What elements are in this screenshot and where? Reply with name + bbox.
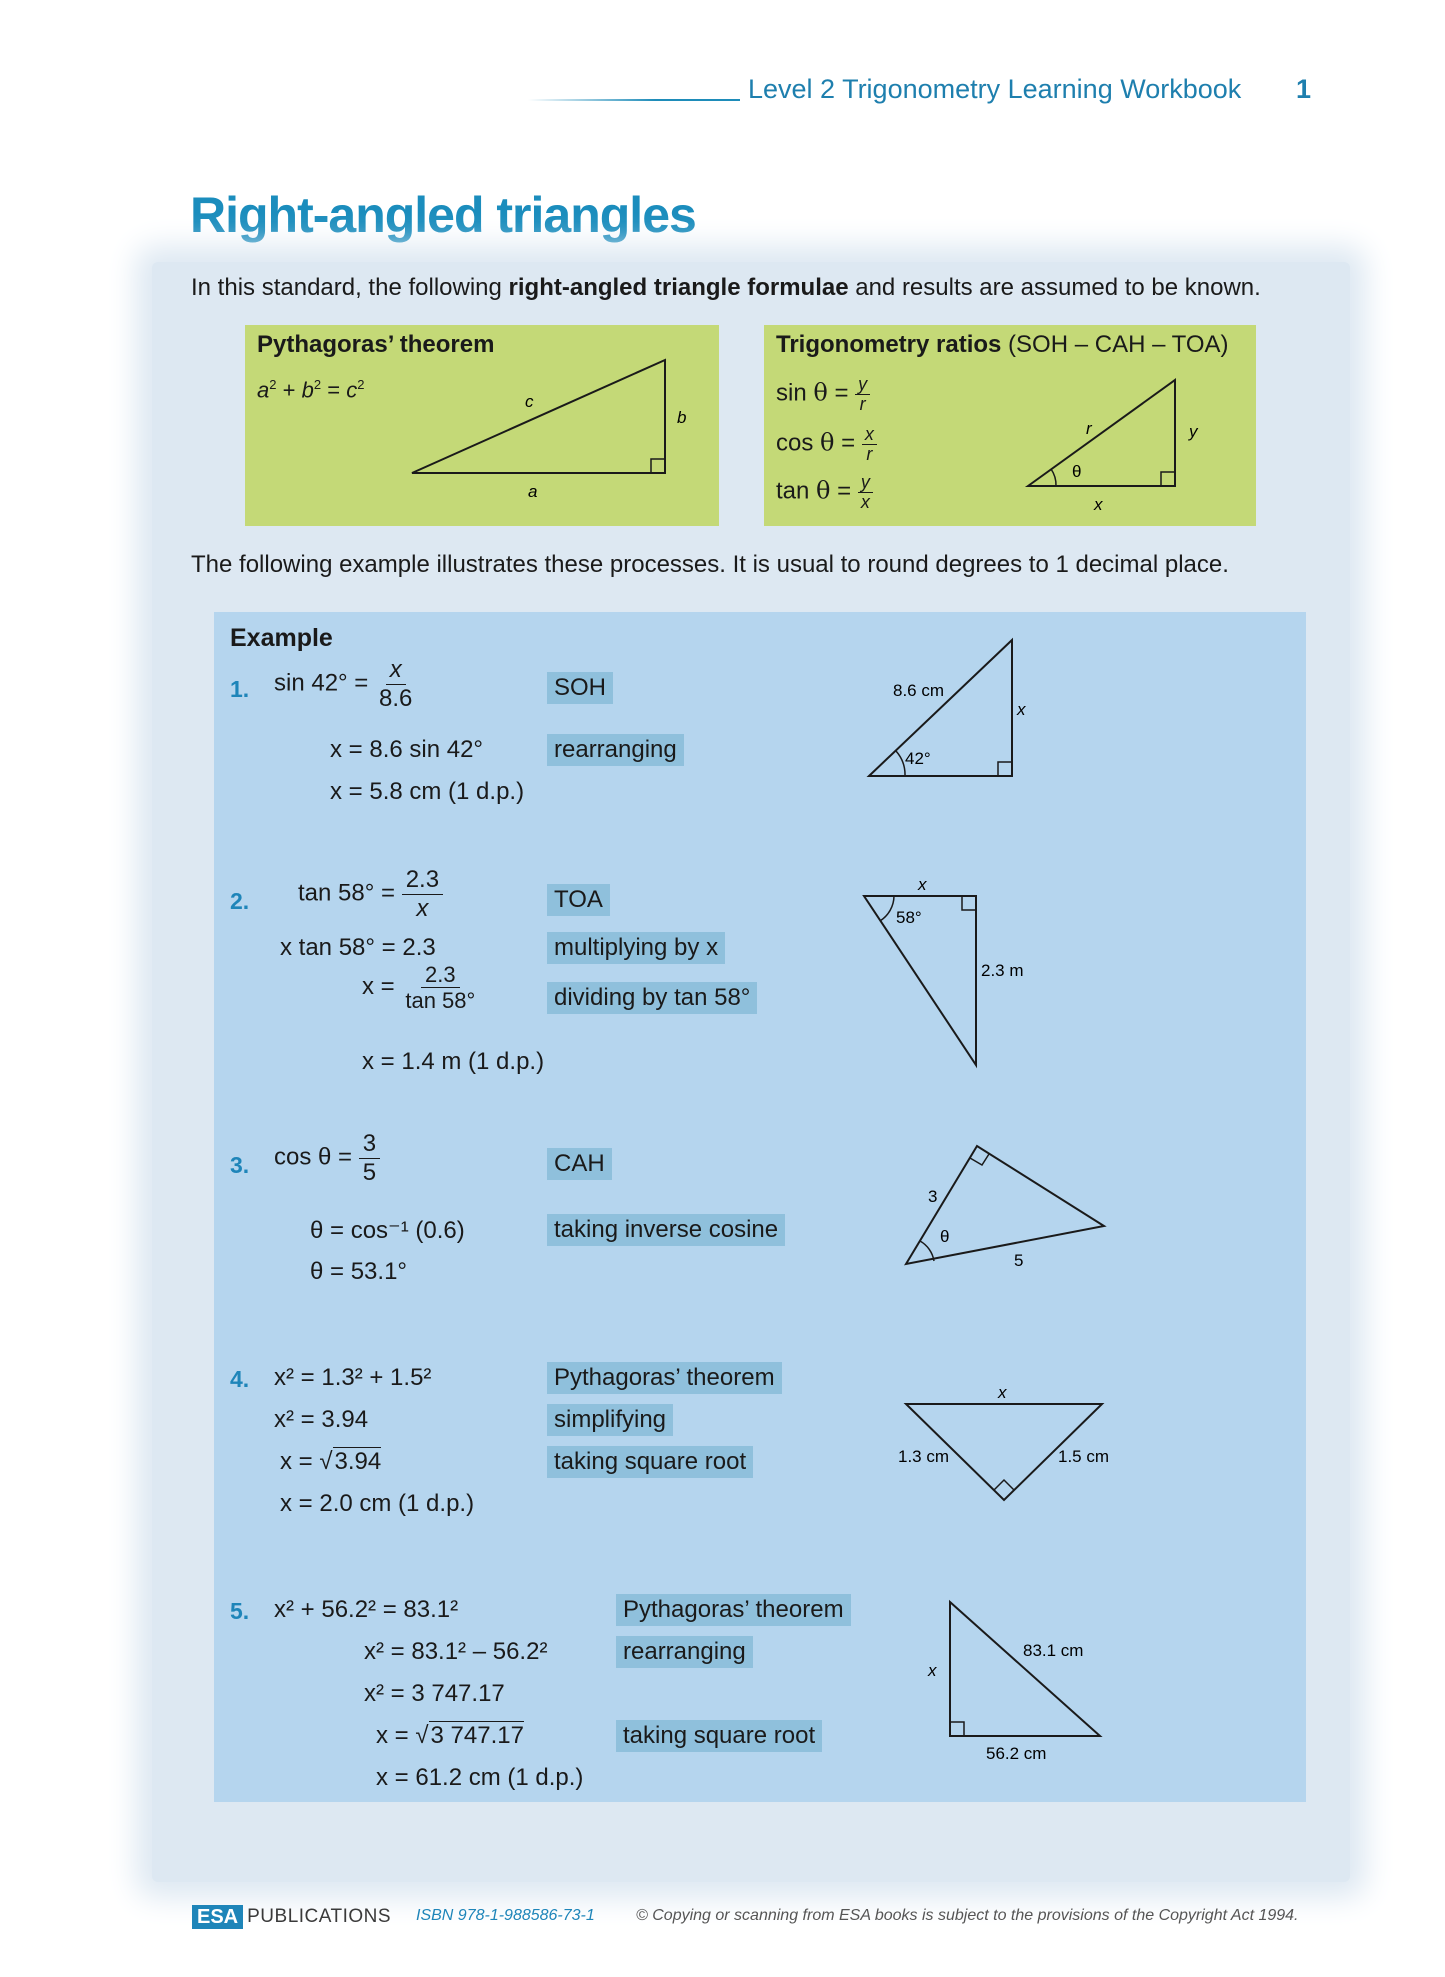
trig-ratios-box (764, 325, 1256, 526)
ex1-triangle (860, 636, 1060, 786)
sqrt-sign: √ (319, 1448, 333, 1475)
ex4-l3-left: x = (280, 1448, 313, 1475)
right-angle-mark (998, 762, 1012, 776)
ex1-line1 (274, 656, 416, 712)
var-a: a (257, 377, 270, 403)
ex1-fraction (375, 656, 416, 712)
ex1-opp-label: x (1017, 700, 1026, 719)
example-label: Example (230, 624, 333, 652)
sin-func: sin (776, 379, 807, 407)
sq: 2 (357, 377, 365, 392)
ex3-adj-label: 3 (928, 1187, 938, 1206)
trig-subtitle: (SOH – CAH – TOA) (1008, 331, 1229, 358)
example-4-number: 4. (230, 1366, 250, 1392)
ex2-fraction2 (401, 962, 479, 1014)
eq: = (834, 379, 849, 407)
label-b: b (677, 408, 687, 427)
example-2-number: 2. (230, 888, 250, 914)
ex2-l3-left: x = (362, 973, 395, 1001)
pythagoras-triangle (245, 325, 719, 526)
ex4-right-label: 1.5 cm (1058, 1447, 1110, 1466)
ex3-triangle (890, 1140, 1110, 1280)
angle-arc (920, 1241, 934, 1261)
ex4-line2: x² = 3.94 (274, 1406, 369, 1433)
ex2-top-label: x (918, 875, 927, 894)
trig-triangle (764, 325, 1256, 526)
ex5-line1: x² + 56.2² = 83.1² (274, 1596, 459, 1623)
sq: 2 (313, 377, 322, 392)
ex2-tag-dividing: dividing by tan 58° (547, 982, 757, 1014)
ex1-l1-left: sin 42° = (274, 669, 369, 697)
sin-den: r (859, 393, 866, 414)
ex4-top-label: x (998, 1383, 1007, 1402)
explanation-text: The following example illustrates these processes. It is usual to round degrees to 1 decimal place. (191, 551, 1229, 578)
ex2-l3-den: tan 58° (405, 988, 476, 1014)
right-angle-mark (1161, 472, 1175, 486)
ex5-triangle (920, 1592, 1120, 1772)
ex2-den: x (416, 894, 429, 922)
right-angle-mark (651, 459, 665, 473)
right-angle-mark (994, 1480, 1014, 1490)
ex5-base-label: 56.2 cm (986, 1744, 1047, 1763)
workbook-title: Level 2 Trigonometry Learning Workbook (748, 74, 1242, 104)
label-r: r (1086, 419, 1092, 438)
right-angle-mark (962, 896, 976, 910)
ex5-hyp-label: 83.1 cm (1023, 1641, 1084, 1660)
label-y: y (1189, 422, 1198, 441)
ex3-tag-cah: CAH (547, 1148, 612, 1180)
publisher-name: PUBLICATIONS (247, 1906, 392, 1927)
intro-bold: right-angled triangle formulae (508, 274, 849, 301)
ex3-fraction (359, 1130, 380, 1186)
ex4-sqrt-value: 3.94 (334, 1448, 382, 1475)
ex3-den: 5 (362, 1158, 377, 1186)
theta: θ (820, 428, 835, 457)
ex2-triangle (852, 872, 1024, 1072)
ex2-line3 (362, 962, 479, 1014)
ex2-line1 (298, 866, 443, 922)
ex5-sqrt-value: 3 747.17 (430, 1722, 524, 1749)
ex3-hyp-label: 5 (1014, 1251, 1024, 1270)
pythagoras-box (245, 325, 719, 526)
var-c: c (346, 377, 358, 403)
tan-func: tan (776, 477, 810, 505)
theta: θ (813, 378, 828, 407)
angle-arc (880, 896, 894, 921)
ex5-tag-sqrt: taking square root (616, 1720, 822, 1752)
ex3-line3: θ = 53.1° (310, 1258, 408, 1285)
sqrt-sign: √ (415, 1722, 429, 1749)
sin-num: y (855, 375, 870, 395)
ex2-fraction (402, 866, 443, 922)
ex4-left-label: 1.3 cm (898, 1447, 950, 1466)
intro-after: and results are assumed to be known. (848, 274, 1261, 301)
equals: = (327, 377, 341, 403)
ex5-l4-left: x = (376, 1722, 409, 1749)
ex3-tag-inverse: taking inverse cosine (547, 1214, 785, 1246)
header-rule (528, 99, 740, 101)
tan-num: y (858, 473, 873, 493)
ex1-hyp-label: 8.6 cm (893, 681, 945, 700)
ex5-line5: x = 61.2 cm (1 d.p.) (376, 1764, 584, 1791)
copyright-notice: © Copying or scanning from ESA books is subject to the provisions of the Copyright Act 1994. (636, 1907, 1299, 1924)
ex4-tag-simplifying: simplifying (547, 1404, 673, 1436)
ex1-den: 8.6 (379, 684, 413, 712)
triangle-shape (869, 640, 1012, 776)
ex5-line3: x² = 3 747.17 (364, 1680, 505, 1707)
triangle-shape (1028, 380, 1175, 486)
example-1-number: 1. (230, 676, 250, 702)
angle-arc (896, 751, 905, 776)
ex4-line1: x² = 1.3² + 1.5² (274, 1364, 432, 1391)
ex2-l3-num: 2.3 (421, 962, 460, 988)
plus: + (282, 377, 296, 403)
ex5-line2: x² = 83.1² – 56.2² (364, 1638, 548, 1665)
page-title: Right-angled triangles (190, 187, 696, 243)
ex2-angle-label: 58° (896, 908, 922, 927)
ex3-line2: θ = cos⁻¹ (0.6) (310, 1217, 465, 1244)
right-angle-mark (950, 1722, 964, 1736)
ex2-l1-left: tan 58° = (298, 879, 396, 907)
example-5-number: 5. (230, 1598, 250, 1624)
label-theta: θ (1072, 462, 1082, 481)
ex1-num: x (386, 656, 406, 685)
ex4-line3 (280, 1448, 381, 1476)
intro-text (191, 274, 1261, 302)
label-x: x (1094, 495, 1103, 514)
ex4-triangle (890, 1380, 1120, 1510)
right-angle-mark (970, 1154, 989, 1165)
example-3-number: 3. (230, 1152, 250, 1178)
ex4-tag-pythagoras: Pythagoras’ theorem (547, 1362, 782, 1394)
ex2-num: 2.3 (402, 866, 443, 895)
ex3-l1-left: cos θ = (274, 1143, 353, 1171)
cos-num: x (862, 425, 877, 445)
pythagoras-title: Pythagoras’ theorem (257, 331, 495, 358)
angle-arc (1051, 469, 1056, 486)
ex5-tag-pythagoras: Pythagoras’ theorem (616, 1594, 851, 1626)
ex1-angle-label: 42° (905, 749, 931, 768)
ex2-line4: x = 1.4 m (1 d.p.) (362, 1048, 545, 1075)
intro-before: In this standard, the following (191, 274, 509, 301)
ex5-line4 (376, 1722, 524, 1750)
isbn: ISBN 978-1-988586-73-1 (416, 1907, 595, 1924)
ex4-tag-sqrt: taking square root (547, 1446, 753, 1478)
page-number: 1 (1296, 74, 1312, 104)
ex5-left-label: x (928, 1661, 937, 1680)
esa-logo: ESA (192, 1905, 243, 1929)
ex1-line2: x = 8.6 sin 42° (330, 736, 484, 763)
publisher-logo (192, 1905, 391, 1929)
eq: = (841, 429, 856, 457)
tan-den: x (860, 491, 870, 512)
cos-func: cos (776, 429, 814, 457)
eq: = (837, 477, 852, 505)
ex3-angle-label: θ (940, 1227, 950, 1246)
ex2-tag-toa: TOA (547, 884, 610, 916)
ex3-line1 (274, 1130, 380, 1186)
triangle-shape (950, 1602, 1100, 1736)
trig-title-text: Trigonometry ratios (776, 331, 1002, 358)
sq: 2 (269, 377, 277, 392)
triangle-shape (412, 360, 665, 473)
ex2-tag-multiplying: multiplying by x (547, 932, 725, 964)
label-a: a (528, 482, 538, 501)
ex2-side-label: 2.3 m (981, 961, 1024, 980)
ex1-line3: x = 5.8 cm (1 d.p.) (330, 778, 525, 805)
ex3-num: 3 (359, 1130, 380, 1159)
ex1-tag-rearranging: rearranging (547, 734, 684, 766)
ex2-line2: x tan 58° = 2.3 (280, 934, 436, 961)
ex4-line4: x = 2.0 cm (1 d.p.) (280, 1490, 475, 1517)
theta: θ (816, 476, 831, 505)
cos-den: r (866, 443, 873, 464)
var-b: b (301, 377, 314, 403)
ex1-tag-soh: SOH (547, 672, 613, 704)
label-c: c (525, 392, 534, 411)
ex5-tag-rearranging: rearranging (616, 1636, 753, 1668)
